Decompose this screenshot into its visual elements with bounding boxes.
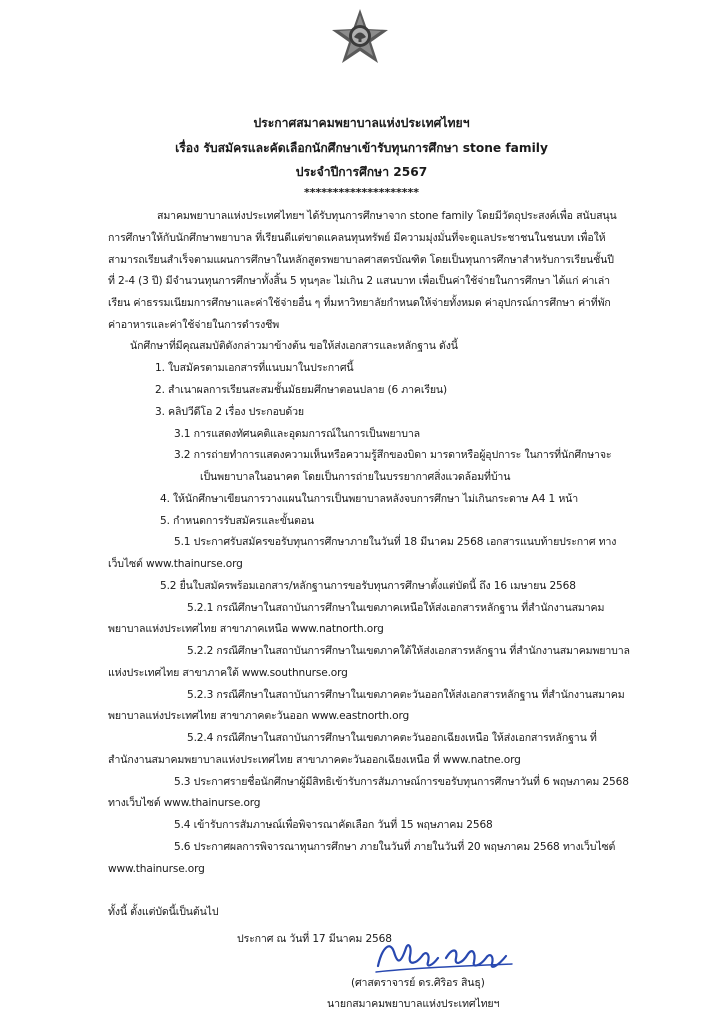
region-item: 5.2.3 กรณีศึกษาในสถาบันการศึกษาในเขตภาคตะวันออกให้ส่งเอกสารหลักฐาน ที่สำนักงานสมาคม: [187, 689, 625, 701]
announcement-subject: เรื่อง รับสมัครและคัดเลือกนักศึกษาเข้ารับทุนการศึกษา stone family: [175, 141, 548, 155]
intro-line: ที่ 2-4 (3 ปี) มีจำนวนทุนการศึกษาทั้งสิ้น 5 ทุนๆละ ไม่เกิน 2 แสนบาท เพื่อเป็นค่าใช้จ่ายในการศึกษา ได้แก่ ค่าเล่า: [108, 275, 610, 287]
schedule-item: 5.3 ประกาศรายชื่อนักศึกษาผู้มีสิทธิเข้ารับการสัมภาษณ์การขอรับทุนการศึกษาวันที่ 6 พฤษภาคม 2568: [174, 776, 629, 788]
association-emblem: [330, 8, 390, 68]
schedule-item-cont: www.thainurse.org: [108, 863, 205, 875]
schedule-item: 5.6 ประกาศผลการพิจารณาทุนการศึกษา ภายในวันที่ ภายในวันที่ 20 พฤษภาคม 2568 ทางเว็บไซต์: [174, 841, 616, 853]
signer-name: (ศาสตราจารย์ ดร.ศิริอร สินธุ): [351, 977, 485, 989]
intro-line: ค่าอาหารและค่าใช้จ่ายในการดำรงชีพ: [108, 319, 280, 331]
region-item: 5.2.2 กรณีศึกษาในสถาบันการศึกษาในเขตภาคใต้ให้ส่งเอกสารหลักฐาน ที่สำนักงานสมาคมพยาบาล: [187, 645, 630, 657]
schedule-item-cont: ทางเว็บไซต์ www.thainurse.org: [108, 797, 261, 809]
list-item: 2. สำเนาผลการเรียนสะสมชั้นมัธยมศึกษาตอนปลาย (6 ภาคเรียน): [155, 384, 447, 396]
schedule-item: 5.4 เข้ารับการสัมภาษณ์เพื่อพิจารณาคัดเลือก วันที่ 15 พฤษภาคม 2568: [174, 819, 493, 831]
region-item-cont: สำนักงานสมาคมพยาบาลแห่งประเทศไทย สาขาภาคตะวันออกเฉียงเหนือ ที่ www.natne.org: [108, 754, 521, 766]
academic-year: ประจำปีการศึกษา 2567: [295, 165, 428, 179]
requirements-lead: นักศึกษาที่มีคุณสมบัติดังกล่าวมาข้างต้น ขอให้ส่งเอกสารและหลักฐาน ดังนี้: [130, 340, 458, 352]
announcement-title: ประกาศสมาคมพยาบาลแห่งประเทศไทยฯ: [253, 116, 470, 130]
intro-line: สมาคมพยาบาลแห่งประเทศไทยฯ ได้รับทุนการศึกษาจาก stone family โดยมีวัตถุประสงค์เพื่อ สนับสนุน: [157, 210, 617, 222]
list-subitem-cont: เป็นพยาบาลในอนาคต โดยเป็นการถ่ายในบรรยากาศสิ่งแวดล้อมที่บ้าน: [200, 471, 511, 483]
schedule-item-cont: เว็บไซต์ www.thainurse.org: [108, 558, 243, 570]
announcement-date: ประกาศ ณ วันที่ 17 มีนาคม 2568: [237, 933, 392, 945]
region-item: 5.2.4 กรณีศึกษาในสถาบันการศึกษาในเขตภาคตะวันออกเฉียงเหนือ ให้ส่งเอกสารหลักฐาน ที่: [187, 732, 597, 744]
signer-position: นายกสมาคมพยาบาลแห่งประเทศไทยฯ: [327, 998, 500, 1010]
region-item: 5.2.1 กรณีศึกษาในสถาบันการศึกษาในเขตภาคเหนือให้ส่งเอกสารหลักฐาน ที่สำนักงานสมาคม: [187, 602, 605, 614]
region-item-cont: แห่งประเทศไทย สาขาภาคใต้ www.southnurse.org: [108, 667, 348, 679]
divider-stars: ********************: [303, 186, 420, 199]
intro-line: เรียน ค่าธรรมเนียมการศึกษาและค่าใช้จ่ายอื่น ๆ ที่มหาวิทยาลัยกำหนดให้จ่ายทั้งหมด ค่าอุปกรณ์การศึกษา ค่าที่พัก: [108, 297, 611, 309]
intro-line: สามารถเรียนสำเร็จตามแผนการศึกษาในหลักสูตรพยาบาลศาสตรบัณฑิต โดยเป็นทุนการศึกษาสำหรับการเรียนชั้นปี: [108, 254, 614, 266]
list-item: 5. กำหนดการรับสมัครและขั้นตอน: [160, 515, 315, 527]
list-subitem: 3.1 การแสดงทัศนคติและอุดมการณ์ในการเป็นพยาบาล: [174, 428, 421, 440]
list-item: 4. ให้นักศึกษาเขียนการวางแผนในการเป็นพยาบาลหลังจบการศึกษา ไม่เกินกระดาษ A4 1 หน้า: [160, 493, 579, 505]
list-item: 1. ใบสมัครตามเอกสารที่แนบมาในประกาศนี้: [155, 362, 354, 374]
intro-line: การศึกษาให้กับนักศึกษาพยาบาล ที่เรียนดีแต่ขาดแคลนทุนทรัพย์ มีความมุ่งมั่นที่จะดูแลประชาชนในชนบท เพื่อให้: [108, 232, 606, 244]
schedule-item: 5.2 ยื่นใบสมัครพร้อมเอกสาร/หลักฐานการขอรับทุนการศึกษาตั้งแต่บัดนี้ ถึง 16 เมษายน 2568: [160, 580, 576, 592]
schedule-item: 5.1 ประกาศรับสมัครขอรับทุนการศึกษาภายในวันที่ 18 มีนาคม 2568 เอกสารแนบท้ายประกาศ ทาง: [174, 536, 617, 548]
list-item: 3. คลิปวีดีโอ 2 เรื่อง ประกอบด้วย: [155, 406, 304, 418]
closing-text: ทั้งนี้ ตั้งแต่บัดนี้เป็นต้นไป: [108, 906, 219, 918]
region-item-cont: พยาบาลแห่งประเทศไทย สาขาภาคตะวันออก www.eastnorth.org: [108, 710, 410, 722]
signature: [372, 936, 537, 978]
list-subitem: 3.2 การถ่ายทำการแสดงความเห็นหรือความรู้สึกของบิดา มารดาหรือผู้อุปการะ ในการที่นักศึกษาจะ: [174, 449, 612, 461]
region-item-cont: พยาบาลแห่งประเทศไทย สาขาภาคเหนือ www.natnorth.org: [108, 623, 384, 635]
